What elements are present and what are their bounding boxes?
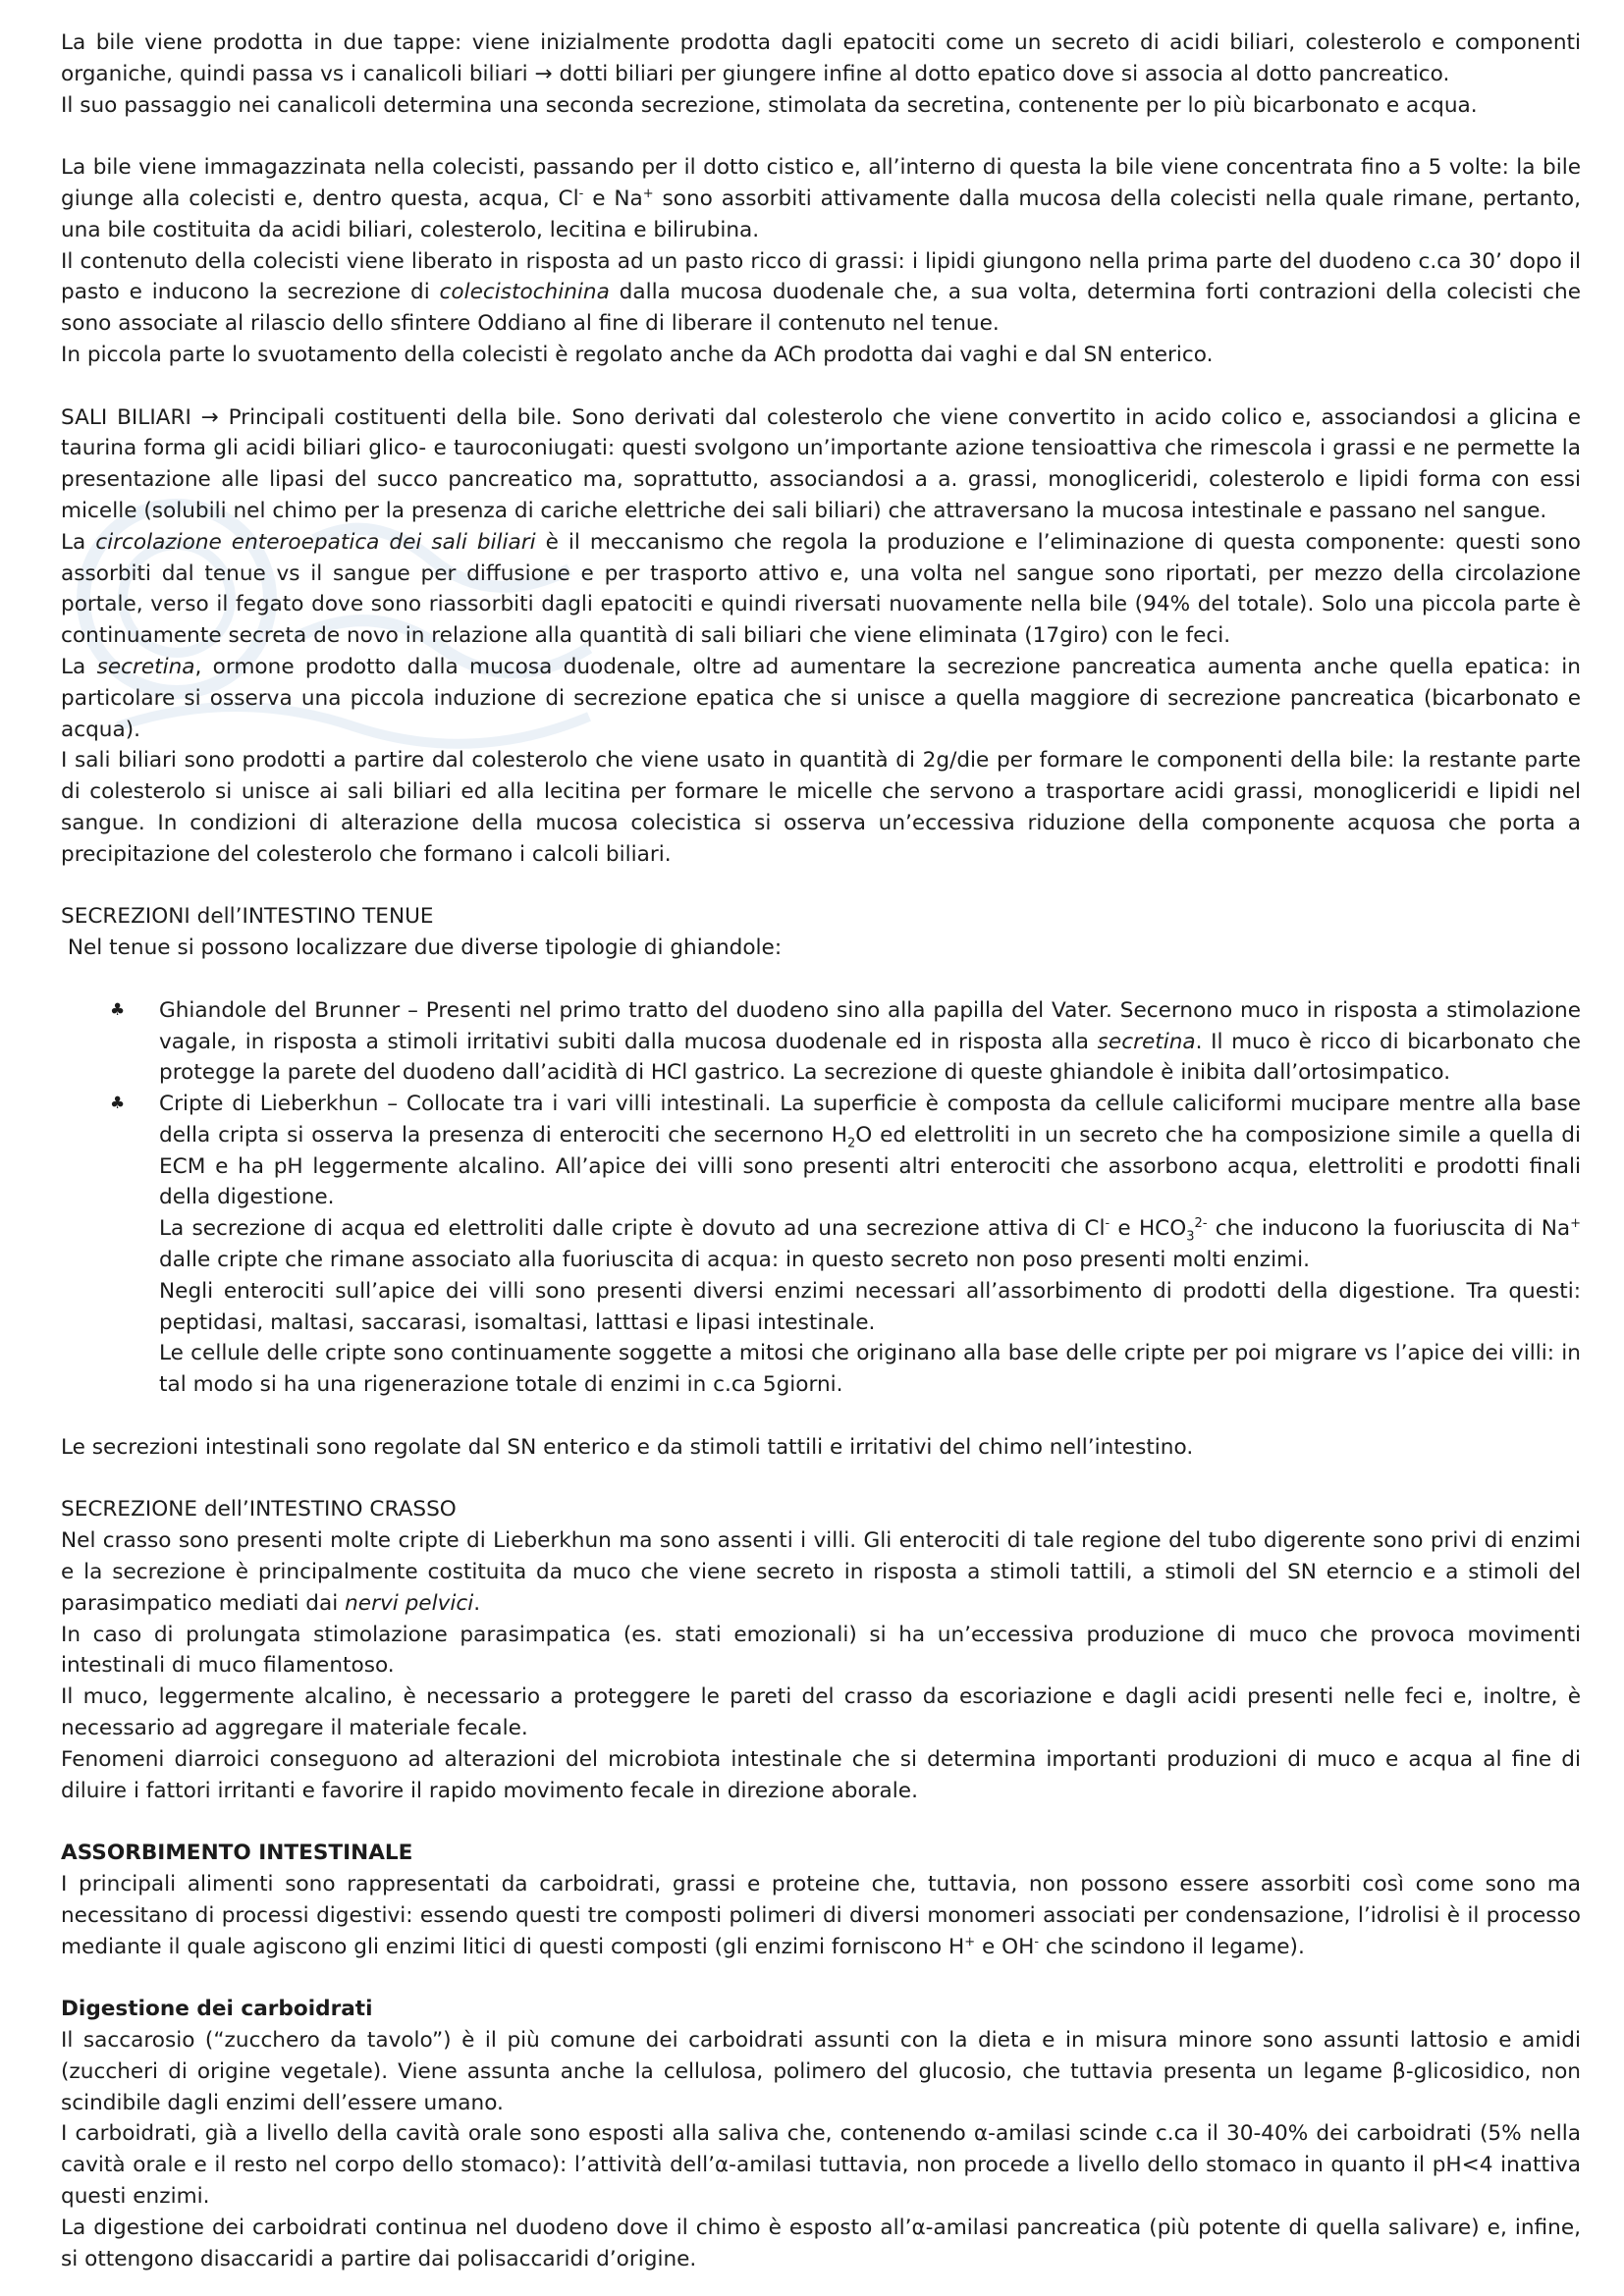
club-bullet-icon: ♣ xyxy=(110,999,126,1020)
assorbimento-heading: ASSORBIMENTO INTESTINALE xyxy=(61,1841,413,1866)
bile-paragraph-5: In piccola parte lo svuotamento della colecisti è regolato anche da ACh prodotta dai vaghi e dal SN enterico. xyxy=(61,342,1214,367)
crasso-paragraph-1: Nel crasso sono presenti molte cripte di Lieberkhun ma sono assenti i villi. Gli enterociti di tale regione del tubo digerente sono privi di enzimi e la secrezione è principalmente costituita da muco che viene secreto in risposta a stimoli tattili, a stimoli del SN eterncio e a stimoli del parasimpatico mediati dai nervi pelvici. xyxy=(61,1528,1581,1616)
sali-biliari-paragraph-3: La secretina, ormone prodotto dalla mucosa duodenale, oltre ad aumentare la secrezione pancreatica aumenta anche quella epatica: in particolare si osserva una piccola induzione di secrezione epatica che si unisce a quella maggiore di secrezione pancreatica (bicarbonato e acqua). xyxy=(61,654,1581,742)
crasso-heading: SECREZIONE dell’INTESTINO CRASSO xyxy=(61,1497,457,1522)
bile-paragraph-4: Il contenuto della colecisti viene liberato in risposta ad un pasto ricco di grassi: i lipidi giungono nella prima parte del duodeno c.ca 30’ dopo il pasto e inducono la secrezione di colecistochinina dalla mucosa duodenale che, a sua volta, determina forti contrazioni della colecisti che sono associate al rilascio dello sfintere Oddiano al fine di liberare il contenuto nel tenue. xyxy=(61,248,1582,337)
carboidrati-paragraph-1: Il saccarosio (“zucchero da tavolo”) è il più comune dei carboidrati assunti con la dieta e in misura minore sono assunti lattosio e amidi (zuccheri di origine vegetale). Viene assunta anche la cellulosa, polimero del glucosio, che tuttavia presenta un legame β-glicosidico, non scindibile dagli enzimi dell’essere umano. xyxy=(61,2028,1581,2115)
crasso-paragraph-2: In caso di prolungata stimolazione parasimpatica (es. stati emozionali) si ha un’eccessiva produzione di muco che provoca movimenti intestinali di muco filamentoso. xyxy=(61,1622,1581,1679)
tenue-heading: SECREZIONI dell’INTESTINO TENUE xyxy=(61,904,434,930)
club-bullet-icon: ♣ xyxy=(110,1094,126,1114)
bile-paragraph-3: La bile viene immagazzinata nella colecisti, passando per il dotto cistico e, all’interno di questa la bile viene concentrata fino a 5 volte: la bile giunge alla colecisti e, dentro questa, acqua, Cl- e Na+ sono assorbiti attivamente dalla mucosa della colecisti nella quale rimane, pertanto, una bile costituita da acidi biliari, colesterolo, lecitina e bilirubina. xyxy=(61,155,1581,242)
crasso-paragraph-3: Il muco, leggermente alcalino, è necessario a proteggere le pareti del crasso da escoriazione e dagli acidi presenti nelle feci e, inoltre, è necessario ad aggregare il materiale fecale. xyxy=(61,1684,1581,1741)
bile-paragraph-1: La bile viene prodotta in due tappe: viene inizialmente prodotta dagli epatociti come un secreto di acidi biliari, colesterolo e componenti organiche, quindi passa vs i canalicoli biliari → dotti biliari per giungere infine al dotto epatico dove si associa al dotto pancreatico. xyxy=(61,30,1581,86)
carboidrati-heading: Digestione dei carboidrati xyxy=(61,1997,373,2022)
carboidrati-paragraph-2: I carboidrati, già a livello della cavità orale sono esposti alla saliva che, contenendo α-amilasi scinde c.ca il 30-40% dei carboidrati (5% nella cavità orale e il resto nel corpo dello stomaco): l’attività dell’α-amilasi tuttavia, non procede a livello dello stomaco in quanto il pH<4 inattiva questi enzimi. xyxy=(61,2121,1581,2209)
crasso-paragraph-4: Fenomeni diarroici conseguono ad alterazioni del microbiota intestinale che si determina importanti produzioni di muco e acqua al fine di diluire i fattori irritanti e favorire il rapido movimento fecale in direzione aborale. xyxy=(61,1746,1581,1803)
document-page xyxy=(61,27,1581,2274)
tenue-closing: Le secrezioni intestinali sono regolate dal SN enterico e da stimoli tattili e irritativi del chimo nell’intestino. xyxy=(61,1434,1194,1460)
list-item-lieberkhun: ♣ Cripte di Lieberkhun – Collocate tra i vari villi intestinali. La superficie è composta da cellule caliciformi mucipare mentre alla base della cripta si osserva la presenza di enterociti che secernono $H_2O$ ed elettroliti in un secreto che ha composizione simile a quella di ECM e ha pH leggermente alcalino. All’apice dei villi sono presenti altri enterociti che assorbono acqua, elettroliti e prodotti finali della digestione. La secrezione di acqua ed elettroliti dalle cripte è dovuto ad una secrezione attiva di Cl- e $HCO_3^{2-}$ che inducono la fuoriuscita di Na+ dalle cripte che rimane associato alla fuoriuscita di acqua: in questo secreto non poso presenti molti enzimi. Negli enterociti sull’apice dei villi sono presenti diversi enzimi necessari all’assorbimento di prodotti della digestione. Tra questi: peptidasi, maltasi, saccarasi, isomaltasi, latttasi e lipasi intestinale. Le cellule delle cripte sono continuamente soggette a mitosi che originano alla base delle cripte per poi migrare vs l’apice dei villi: in tal modo si ha una rigenerazione totale di enzimi in c.ca 5giorni. xyxy=(61,1089,1581,1401)
list-item-brunner: ♣ Ghiandole del Brunner – Presenti nel primo tratto del duodeno sino alla papilla del Vater. Secernono muco in risposta a stimolazione vagale, in risposta a stimoli irritativi subiti dalla mucosa duodenale ed in risposta alla secretina. Il muco è ricco di bicarbonato che protegge la parete del duodeno dall’acidità di HCl gastrico. La secrezione di queste ghiandole è inibita dall’ortosimpatico. xyxy=(61,995,1581,1089)
sali-biliari-paragraph-4: I sali biliari sono prodotti a partire dal colesterolo che viene usato in quantità di 2g/die per formare le componenti della bile: la restante parte di colesterolo si unisce ai sali biliari ed alla lecitina per formare le micelle che servono a trasportare acidi grassi, monogliceridi e lipidi nel sangue. In condizioni di alterazione della mucosa colecistica si osserva un’eccessiva riduzione della componente acquosa che porta a precipitazione del colesterolo che formano i calcoli biliari. xyxy=(61,748,1581,867)
assorbimento-paragraph-1: I principali alimenti sono rappresentati da carboidrati, grassi e proteine che, tuttavia, non possono essere assorbiti così come sono ma necessitano di processi digestivi: essendo questi tre composti polimeri di diversi monomeri associati per condensazione, l’idrolisi è il processo mediante il quale agiscono gli enzimi litici di questi composti (gli enzimi forniscono H+ e OH- che scindono il legame). xyxy=(61,1872,1581,1959)
sali-biliari-paragraph-1: SALI BILIARI → Principali costituenti della bile. Sono derivati dal colesterolo che viene convertito in acido colico e, associandosi a glicina e taurina forma gli acidi biliari glico- e tauroconiugati: questi svolgono un’importante azione tensioattiva che rimescola i grassi e ne permette la presentazione alle lipasi del succo pancreatico ma, soprattutto, associandosi a a. grassi, monogliceridi, colesterolo e lipidi forma con essi micelle (solubili nel chimo per la presenza di cariche elettriche dei sali biliari) che attraversano la mucosa intestinale e passano nel sangue. xyxy=(61,404,1581,523)
carboidrati-paragraph-3: La digestione dei carboidrati continua nel duodeno dove il chimo è esposto all’α-amilasi pancreatica (più potente di quella salivare) e, infine, si ottengono disaccaridi a partire dai polisaccaridi d’origine. xyxy=(61,2215,1581,2271)
sali-biliari-paragraph-2: La circolazione enteroepatica dei sali biliari è il meccanismo che regola la produzione e l’eliminazione di questa componente: questi sono assorbiti dal tenue vs il sangue per diffusione e per trasporto attivo e, una volta nel sangue sono riportati, per mezzo della circolazione portale, verso il fegato dove sono riassorbiti dagli epatociti e quindi riversati nuovamente nella bile (94% del totale). Solo una piccola parte è continuamente secreta de novo in relazione alla quantità di sali biliari che viene eliminata (17giro) con le feci. xyxy=(61,529,1581,649)
tenue-gland-list xyxy=(61,995,1581,1401)
tenue-intro: Nel tenue si possono localizzare due diverse tipologie di ghiandole: xyxy=(61,935,783,961)
bile-paragraph-2: Il suo passaggio nei canalicoli determina una seconda secrezione, stimolata da secretina, contenente per lo più bicarbonato e acqua. xyxy=(61,92,1478,118)
